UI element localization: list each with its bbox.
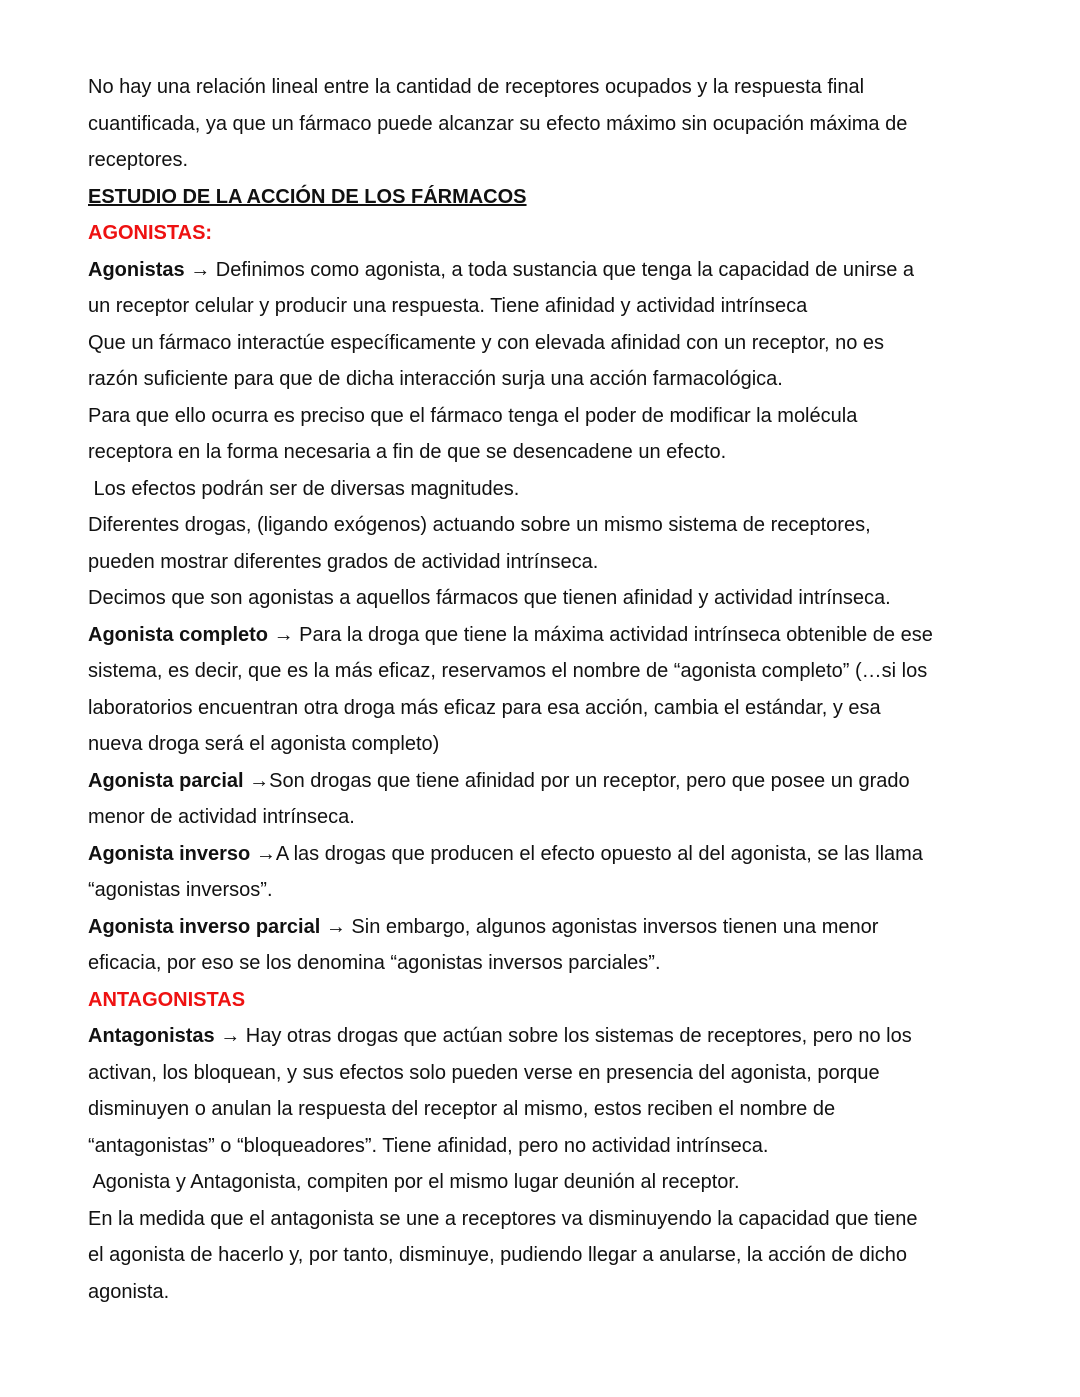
text: “agonistas inversos”. <box>88 879 273 901</box>
main-heading: ESTUDIO DE LA ACCIÓN DE LOS FÁRMACOS <box>88 185 527 208</box>
text: Diferentes drogas, (ligando exógenos) actuando sobre un mismo sistema de receptores, <box>88 514 871 536</box>
text: → Para la droga que tiene la máxima actividad intrínseca obtenible de ese <box>268 623 933 646</box>
text: → Sin embargo, algunos agonistas inversos tienen una menor <box>320 915 879 938</box>
term: Agonista parcial <box>88 769 244 792</box>
text: nueva droga será el agonista completo) <box>88 733 440 755</box>
text-line <box>88 617 1048 654</box>
text-line <box>88 1164 1048 1201</box>
text-line <box>88 726 1048 763</box>
text-line <box>88 361 1048 398</box>
text: →A las drogas que producen el efecto opuesto al del agonista, se las llama <box>250 842 923 865</box>
text: sistema, es decir, que es la más eficaz, reservamos el nombre de “agonista completo” (…si los <box>88 660 928 682</box>
text: Los efectos podrán ser de diversas magnitudes. <box>88 477 520 500</box>
text: receptora en la forma necesaria a fin de que se desencadene un efecto. <box>88 441 727 463</box>
text-line <box>88 325 1048 362</box>
text: cuantificada, ya que un fármaco puede alcanzar su efecto máximo sin ocupación máxima de <box>88 112 908 135</box>
text-line <box>88 836 1048 873</box>
text: Decimos que son agonistas a aquellos fármacos que tienen afinidad y actividad intrínseca. <box>88 587 891 609</box>
text-line <box>88 142 1048 179</box>
text: pueden mostrar diferentes grados de actividad intrínseca. <box>88 550 599 573</box>
text-line <box>88 1274 1048 1311</box>
text: En la medida que el antagonista se une a receptores va disminuyendo la capacidad que tiene <box>88 1207 918 1230</box>
text-line <box>88 1201 1048 1238</box>
text-line <box>88 909 1048 946</box>
text: Agonista y Antagonista, compiten por el mismo lugar deunión al receptor. <box>88 1171 740 1193</box>
text: →Son drogas que tiene afinidad por un receptor, pero que posee un grado <box>243 769 910 792</box>
text-line <box>88 215 1048 252</box>
text: Para que ello ocurra es preciso que el fármaco tenga el poder de modificar la molécula <box>88 404 858 427</box>
text: agonista. <box>88 1280 170 1303</box>
text-line <box>88 982 1048 1019</box>
text: “antagonistas” o “bloqueadores”. Tiene afinidad, pero no actividad intrínseca. <box>88 1134 769 1157</box>
term: Agonistas <box>88 258 185 281</box>
text-line <box>88 872 1048 909</box>
text-line <box>88 690 1048 727</box>
text: → Hay otras drogas que actúan sobre los sistemas de receptores, pero no los <box>214 1025 912 1047</box>
text: laboratorios encuentran otra droga más eficaz para esa acción, cambia el estándar, y esa <box>88 696 881 719</box>
text: No hay una relación lineal entre la cantidad de receptores ocupados y la respuesta final <box>88 76 865 98</box>
text: un receptor celular y producir una respuesta. Tiene afinidad y actividad intrínseca <box>88 295 808 317</box>
text-line <box>88 434 1048 471</box>
term: Agonista completo <box>88 623 269 646</box>
text-line <box>88 471 1048 508</box>
text-line <box>88 580 1048 617</box>
text-line <box>88 69 1048 106</box>
text: disminuyen o anulan la respuesta del receptor al mismo, estos reciben el nombre de <box>88 1098 836 1120</box>
text-line <box>88 544 1048 581</box>
text: → Definimos como agonista, a toda sustancia que tenga la capacidad de unirse a <box>184 258 915 281</box>
term: Agonista inverso parcial <box>88 915 321 938</box>
text-line <box>88 1237 1048 1274</box>
text-line <box>88 945 1048 982</box>
text-line <box>88 1128 1048 1165</box>
text-line <box>88 398 1048 435</box>
text-line <box>88 653 1048 690</box>
term: Agonista inverso <box>88 842 251 865</box>
term: Antagonistas <box>88 1025 215 1047</box>
text-line <box>88 288 1048 325</box>
text: menor de actividad intrínseca. <box>88 806 355 828</box>
text-line <box>88 763 1048 800</box>
section-heading: ANTAGONISTAS <box>88 988 246 1011</box>
text-line <box>88 799 1048 836</box>
text: el agonista de hacerlo y, por tanto, disminuye, pudiendo llegar a anularse, la acción de dicho <box>88 1244 908 1266</box>
section-heading: AGONISTAS: <box>88 222 213 244</box>
text: Que un fármaco interactúe específicamente y con elevada afinidad con un receptor, no es <box>88 331 885 354</box>
text: eficacia, por eso se los denomina “agonistas inversos parciales”. <box>88 952 661 974</box>
document-body <box>88 69 1048 1310</box>
text: razón suficiente para que de dicha interacción surja una acción farmacológica. <box>88 368 783 390</box>
text-line <box>88 1055 1048 1092</box>
text: receptores. <box>88 149 189 171</box>
text-line <box>88 179 1048 216</box>
text-line <box>88 1091 1048 1128</box>
text-line <box>88 252 1048 289</box>
text: activan, los bloquean, y sus efectos solo pueden verse en presencia del agonista, porque <box>88 1061 880 1084</box>
text-line <box>88 507 1048 544</box>
text-line <box>88 1018 1048 1055</box>
text-line <box>88 106 1048 143</box>
